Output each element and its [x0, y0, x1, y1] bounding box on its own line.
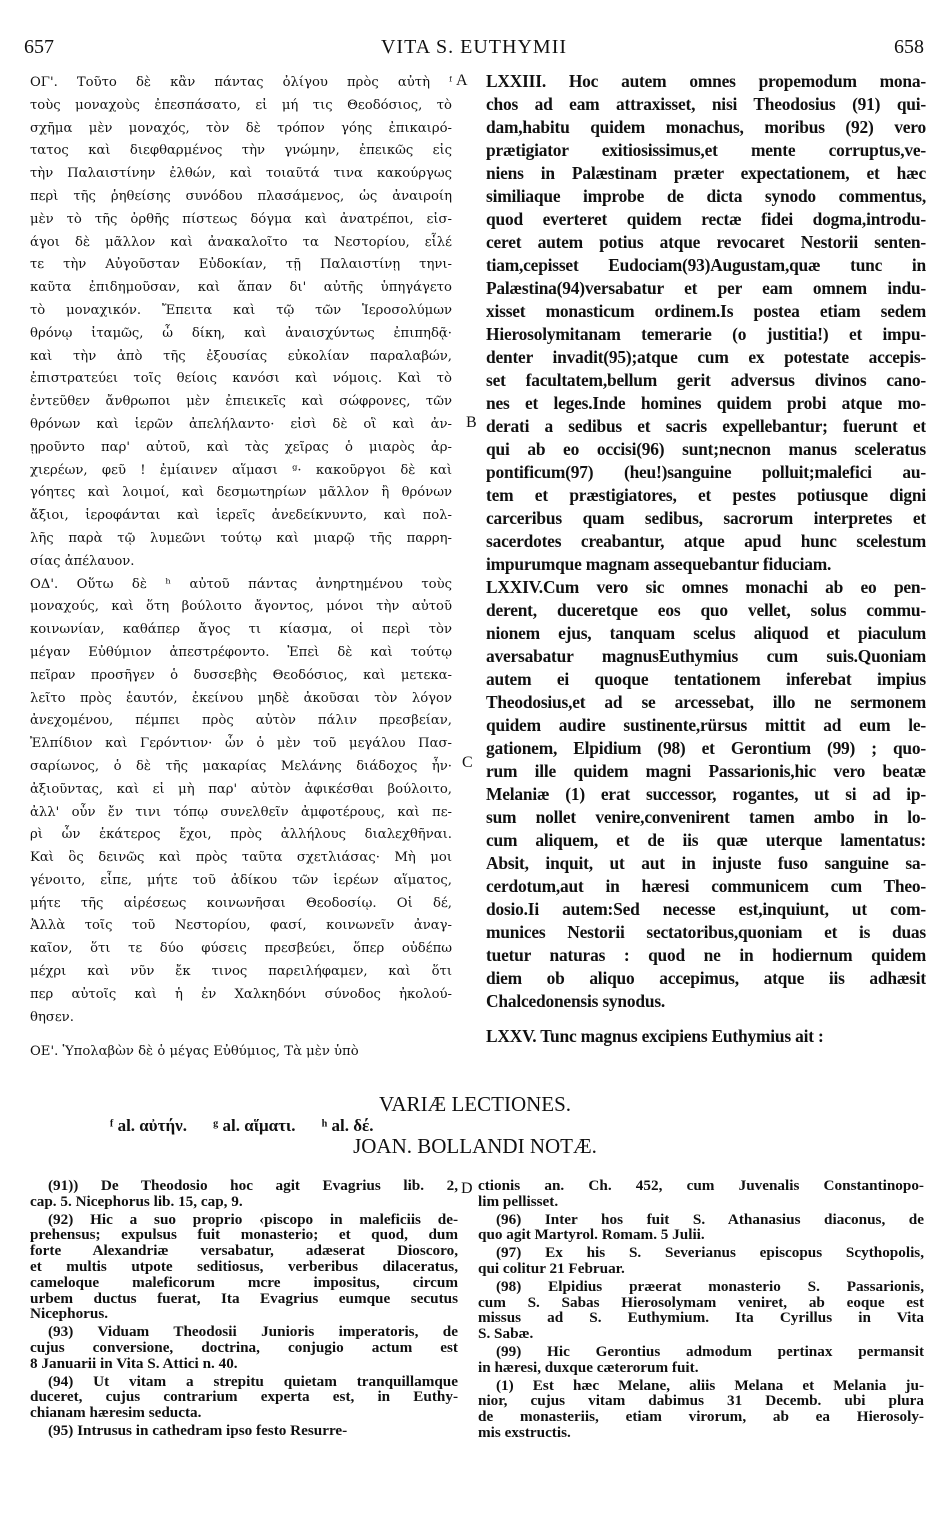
text-line: Chalcedonensis synodus. [486, 991, 666, 1011]
text-line: καῦτα ἐπιδημοῦσαν, καὶ ἅπαν δι' αὐτῆς ὑπηγάγετο [30, 280, 452, 296]
footnote-line: nior, cujus vitam dabimus 31 Decemb. ubi plura [478, 1393, 924, 1410]
text-line: άγοι δὲ μᾶλλον καὶ ἀνακαλοῖτο τα Νεστορίου, εἷλέ [30, 234, 452, 250]
text-line: Hierosolymitanam temerarie (o justitia!) et impu- [486, 324, 926, 344]
text-line: τὸ μοναχικόν. Ἔπειτα καὶ τῷ τῶν Ἱεροσολύμων [30, 302, 452, 318]
footnote [478, 1212, 924, 1244]
text-line: σίας ἀπέλαυον. [30, 553, 135, 569]
text-line: Absit, inquit, ut aut in injuste fuso sanguine sa- [486, 853, 926, 873]
footnote [478, 1245, 924, 1277]
footnote-line: Nicephorus. [30, 1306, 109, 1323]
footnote-line: duceret, cujus contrarium experta est, in Euthy- [30, 1389, 458, 1406]
text-line: χιερέων, φεῦ ! ἐμίαινεν αἵμασι ᵍ· κακοῦργοι δὲ καὶ [30, 462, 452, 478]
margin-letter-c: C [462, 754, 473, 771]
footnote-line: S. Sabæ. [478, 1326, 534, 1342]
footnote-line: missus ad S. Euthymium. Ita Cyrillus in Vita [478, 1310, 924, 1327]
latin-column [486, 70, 926, 1048]
text-line: nionem ejus, tanquam scelus aliquod et piaculum [486, 623, 926, 643]
footnote-line: cap. 5. Nicephorus lib. 15, cap, 9. [30, 1193, 243, 1210]
text-line: ΟΔ'. Οὕτω δὲ ʰ αὐτοῦ πάντας ἀνηρτημένου τοὺς [30, 576, 452, 592]
text-line: ΟΓ'. Τοῦτο δὲ κἂν πάντας ὀλίγου πρὸς αὐτὴ ᶠ [30, 75, 452, 90]
text-line: Ἀλλὰ τοῖς τοῦ Νεστορίου, φασί, κοινωνεῖν ἀναγ- [30, 918, 452, 934]
footnote [30, 1423, 458, 1439]
footnote-line: (93) Viduam Theodosii Junioris imperatoris, de [48, 1324, 458, 1340]
text-line: ceret autem potius atque revocaret Nestorii senten- [486, 232, 926, 252]
footnote [30, 1324, 458, 1371]
running-title: VITA S. EUTHYMII [380, 36, 568, 58]
text-line: λῆς παρὰ τῷ λυμεῶνι τούτῳ καὶ μιαρῷ τῆς παρρη- [30, 530, 452, 546]
margin-letter-b: B [466, 414, 477, 431]
footnote-line: (95) Intrusus in cathedram ipso festo Resurre- [48, 1422, 348, 1439]
text-line: nes et leges.Inde homines quidem probi atque mo- [486, 393, 926, 413]
text-line: κοινωνίαν, καθάπερ ἄγος τι κίασμα, οἱ περὶ τὸν [30, 622, 452, 638]
text-line: ΟΕ'. Ὑπολαβὼν δὲ ὁ μέγας Εὐθύμιος, Τὰ μὲν ὑπὸ [30, 1044, 359, 1060]
text-line: derent, duceretque eos quo vellet, solus commu- [486, 600, 926, 620]
footnote-line: cameloque maleficorum mcre impositus, circum [30, 1274, 458, 1291]
text-line: ἀνεχομένου, πέμπει πρὸς αὐτὸν πάλιν πρεσβείαν, [30, 713, 452, 729]
text-line: περ αὐτοῖς καὶ ἡ ἐν Χαλκηδόνι σύνοδος ἠκολού- [30, 986, 452, 1002]
text-line: niens in Palæstinam præter expectationem, et hæc [486, 163, 926, 183]
page-header [24, 36, 924, 66]
footnote [478, 1178, 924, 1210]
notes-left-column [30, 1178, 458, 1441]
margin-letter-d: D [461, 1180, 473, 1197]
text-line: ρὶ ὧν ἑκάτερος ἔχοι, πρὸς ἀλλήλους διαλεχθῆναι. [30, 827, 452, 843]
variae-lectiones-heading: VARIÆ LECTIONES. [378, 1092, 572, 1116]
variant-reading: ᵍ al. αἵματι. [213, 1116, 296, 1135]
text-line: sacerdotes creabantur, atque apud hunc scelestum [486, 531, 926, 551]
text-line: θρόνῳ ἰταμῶς, ὦ δίκη, καὶ ἀναισχύντως ἐπιπηδᾷ· [30, 325, 452, 341]
footnote-line: forte Alexandriæ versabatur, adæserat Dioscoro, [30, 1243, 458, 1259]
footnote-line: in hæresi, duxque cæterorum fuit. [478, 1359, 699, 1376]
footnote-line: et multis utpote seditiosus, verberibus dilaceratus, [30, 1258, 458, 1275]
footnote-line: chianam hæresim seducta. [30, 1405, 202, 1421]
text-line: tem et præstigiatores, et pestes potiusque digni [486, 485, 926, 505]
footnote-line: cujus conversione, doctrina, conjugio actum est [30, 1339, 458, 1356]
text-line: Theodosius,et ad se arcessebat, illo ne sermonem [486, 692, 926, 712]
text-line: μέχρι καὶ νῦν ἔκ τινος παρειλήφαμεν, καὶ ὅτι [30, 964, 452, 980]
text-line: derati a sedibus et sacris expellebantur; fuerunt et [486, 416, 926, 436]
text-line: ἀλλ' οὖν ἔν τινι τόπῳ συνελθεῖν ἀμφοτέρους, καὶ πε- [30, 804, 452, 820]
footnote-line: cum S. Sabas Hierosolymam veniret, ab eoque est [478, 1294, 924, 1311]
text-line: τατος καὶ διεφθαρμένος τὴν γνώμην, ἐπεικῶς εἰς [30, 143, 452, 159]
text-line: tuetur naturas : quod ne in hodiernum quidem [486, 945, 926, 965]
footnote-line: prehensus; expulsus fuit monasterio; et quod, dum [30, 1227, 458, 1244]
text-line: ἀξιοῦντας, καὶ εἰ μὴ παρ' αὐτὸν ἀφικέσθαι βούλοιτο, [30, 781, 452, 797]
footnote-line: de monasteriis, etiam virorum, ab ea Hierosoly- [478, 1409, 924, 1425]
footnote-line: 8 Januarii in Vita S. Attici n. 40. [30, 1355, 238, 1372]
text-line: Palæstina(94)versabatur et per eam omnem indu- [486, 278, 926, 298]
text-line: chos ad eam attraxisset, nisi Theodosius (91) qui- [486, 94, 926, 114]
text-line: ἐντεῦθεν ἄνθρωποι μὲν ἐπιεικεῖς καὶ σώφρονες, τῶν [30, 394, 452, 410]
margin-letter-a: A [456, 72, 468, 89]
text-line: πεῖραν προσῆγεν ὁ δυσσεβὴς Θεοδόσιος, καὶ μετεκα- [30, 667, 452, 683]
footnote-line: qui colitur 21 Februar. [478, 1260, 625, 1277]
text-line: prætigiator exitiosissimus,et mente corruptus,ve- [486, 140, 926, 160]
footnote-line: (94) Ut vitam a strepitu quietam tranquillamque [48, 1373, 458, 1390]
text-line: τε τὴν Αὐγοῦσταν Εὐδοκίαν, τῇ Παλαιστίνῃ τηνι- [30, 257, 452, 273]
text-line: μοναχούς, καὶ ὅτη βούλοιτο ἄγοντος, μόνοι τὴν αὐτοῦ [30, 599, 452, 615]
variant-reading: ʰ al. δέ. [321, 1116, 374, 1135]
text-line: qui ab eo occisi(96) sunt;necnon manus sceleratus [486, 439, 926, 459]
text-line: ἄξιοι, ἱεροφάνται καὶ ἱερεῖς ἀνεδείκνυντο, καὶ πολ- [30, 508, 452, 524]
text-line: μέγαν Εὐθύμιον ἀπεστρέφοντο. Ἐπεὶ δὲ καὶ τούτῳ [30, 644, 452, 660]
text-line: pontificum(97) (heu!)sanguine polluit;malefici au- [486, 462, 926, 482]
text-line: σχῆμα μὲν μοναχός, τὸν δὲ τρόπον γόης ἐπικαιρό- [30, 120, 452, 136]
footnote-line: (92) Hic a suo proprio ‹piscopo in maleficiis de- [48, 1211, 458, 1228]
text-line: denter invadit(95);atque cum ex potestate accepis- [486, 347, 926, 367]
text-line: σαρίωνος, ὁ δὲ τῆς μακαρίας Μελάνης διάδοχος ἦν· [30, 758, 452, 774]
text-line: autem ei quoque tentationem inferebat impius [486, 669, 926, 689]
text-line: καὶ τὴν ἀπὸ τῆς ἐξουσίας εὐκολίαν παραλαβών, [30, 348, 452, 364]
text-line: μήτε τῆς αἱρέσεως κοινωνῆσαι Θεοδοσίῳ. Οἱ δέ, [30, 895, 452, 911]
footnote [30, 1212, 458, 1323]
bollandi-notae-heading: JOAN. BOLLANDI NOTÆ. [353, 1134, 597, 1158]
footnote-line: (98) Elpidius præerat monasterio S. Passarionis, [496, 1278, 924, 1295]
footnote-line: lim pellisset. [478, 1193, 559, 1210]
text-line: γένοιτο, εἶπε, μήτε τοῦ ἀδίκου τῶν ἱερέων αἵματος, [30, 872, 452, 888]
greek-column [30, 72, 452, 1064]
text-line: τὴν Παλαιστίνην ἐλθών, καὶ τοιαῦτά τινα κακούργως [30, 166, 452, 182]
footnote-line: urbem ductus fuerat, Ita Evagrius eumque secutus [30, 1290, 458, 1307]
text-line: καῖον, ὅτι τε δύο φύσεις πρεσβεύει, ὅπερ οὐδέπω [30, 941, 452, 957]
text-line: Ἐλπίδιον καὶ Γερόντιον· ὧν ὁ μὲν τοῦ μεγάλου Πασ- [30, 736, 452, 752]
footnote [30, 1178, 458, 1210]
text-line: sum nollet venire,convenirent tamen ambo in lo- [486, 807, 926, 827]
text-line: impurumque magnam assequebantur fiduciam. [486, 554, 832, 574]
text-line: θρόνων καὶ ἱερῶν ἀπελήλαντο· εἰσὶ δὲ οἳ καὶ ἀν- [30, 416, 452, 432]
text-line: rum ille quidem magni Passarionis,hic vero beatæ [486, 761, 926, 781]
text-line: Καὶ ὃς δεινῶς καὶ πρὸς ταῦτα σχετλιάσας· Μὴ μοι [30, 850, 452, 866]
footnote [478, 1378, 924, 1441]
footnote-line: (1) Est hæc Melane, aliis Melana et Melania ju- [496, 1377, 924, 1394]
footnote-line: (91)) De Theodosio hoc agit Evagrius lib. 2, [48, 1178, 458, 1194]
footnote-line: (97) Ex his S. Severianus episcopus Scythopolis, [496, 1245, 924, 1261]
text-line: diem ob aliquo accepimus, atque iis adhæsit [486, 968, 926, 988]
footnote-line: (99) Hic Gerontius admodum pertinax permansit [496, 1343, 924, 1360]
text-line: set facultatem,bellum gerit adversus divinos cano- [486, 370, 926, 390]
text-line: LXXIV.Cum vero sic omnes monachi ab eo pen- [486, 577, 926, 597]
text-line: aversabatur magnusEuthymius cum suis.Quoniam [486, 646, 926, 666]
footnote [30, 1374, 458, 1421]
text-line: τοὺς μοναχοὺς ἐπεσπάσατο, εἰ μή τις Θεοδόσιος, τὸ [30, 97, 452, 113]
text-line: LXXV. Tunc magnus excipiens Euthymius ait : [486, 1026, 824, 1046]
text-line: similiaque improbe de dicta synodo commentus, [486, 186, 926, 206]
text-line: ἐπιστρατεύει τοῖς θείοις κανόσι καὶ νόμοις. Καὶ τὸ [30, 371, 452, 387]
text-line: dosio.Ii autem:Sed necesse est,inquiunt, ut com- [486, 899, 926, 919]
text-line: tiam,cepisset Eudociam(93)Augustam,quæ tunc in [486, 255, 926, 275]
text-line: λεῖτο πρὸς ἑαυτόν, ἐκείνου μηδὲ ἀκοῦσαι τὸν λόγον [30, 690, 452, 706]
text-line: γόητες καὶ λοιμοί, καὶ δεσμωτηρίων μᾶλλον ἢ θρόνων [30, 485, 452, 501]
text-line: carceribus quam sedibus, sacrorum interpretes et [486, 508, 926, 528]
text-line: ῃροῦντο παρ' αὐτοῦ, καὶ τὰς χεῖρας ὁ μιαρὸς ἀρ- [30, 439, 452, 455]
page-number-right: 658 [894, 36, 924, 58]
page-number-left: 657 [24, 36, 54, 58]
text-line: xisset monasticum ordinem.Is postea etiam sedem [486, 301, 926, 321]
text-line: munices Nestorii sectatoribus,quoniam et is duas [486, 922, 926, 942]
text-line: gationem, Elpidium (98) et Gerontium (99) ; quo- [486, 738, 926, 758]
text-line: Melaniæ (1) erat successor, rogantes, ut si ad ip- [486, 784, 926, 804]
text-line: LXXIII. Hoc autem omnes propemodum mona- [486, 71, 926, 91]
notes-right-column [478, 1178, 924, 1443]
footnote-line: quo agit Martyrol. Romam. 5 Julii. [478, 1227, 705, 1244]
footnote-line: mis exstructis. [478, 1424, 571, 1441]
text-line: cum aliquem, et de iis quæ uterque lamentatus: [486, 830, 926, 850]
footnote-line: ctionis an. Ch. 452, cum Juvenalis Constantinopo- [478, 1178, 924, 1194]
variae-lectiones [110, 1116, 396, 1136]
text-line: περὶ τῆς ῥηθείσης συνόδου πλασάμενος, ὡς ἀναιροίη [30, 188, 452, 204]
footnote [478, 1279, 924, 1342]
text-line: μὲν τὸ τῆς ὀρθῆς πίστεως δόγμα καὶ ἀνατρέποι, εἰσ- [30, 211, 452, 227]
footnote-line: (96) Inter hos fuit S. Athanasius diaconus, de [496, 1211, 924, 1228]
text-line: cerdotum,aut in hæresi communicem cum Theo- [486, 876, 926, 896]
text-line: dam,habitu quidem monachus, moribus (92) vero [486, 117, 926, 137]
text-line: θησεν. [30, 1009, 74, 1025]
variant-reading: ᶠ al. αὐτήν. [110, 1116, 187, 1135]
text-line: quod everteret quidem rectæ fidei dogma,introdu- [486, 209, 926, 229]
text-line: quidem audire sustinente,rürsus mittit ad eum le- [486, 715, 926, 735]
footnote [478, 1344, 924, 1376]
